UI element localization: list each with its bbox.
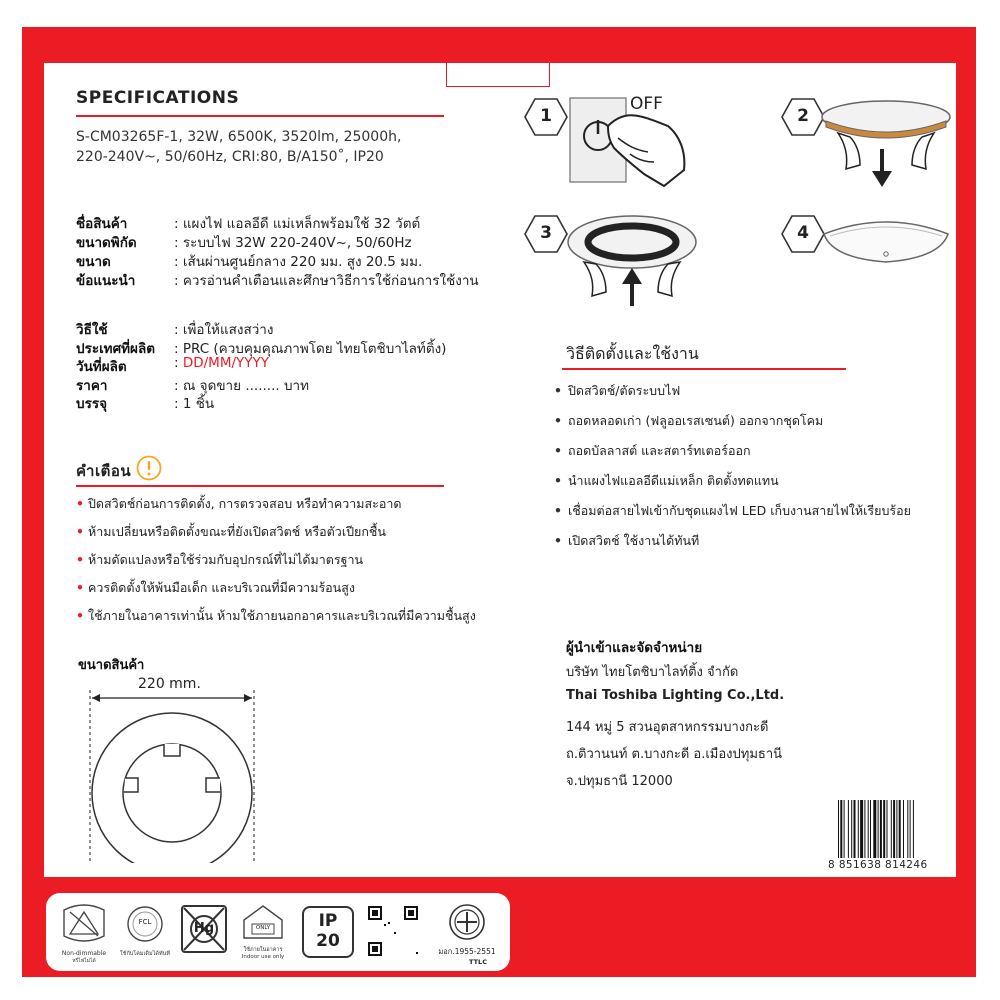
barcode [836, 800, 944, 858]
info-label: ขนาด [76, 254, 111, 270]
qr-finder-center [408, 910, 414, 916]
info-value: : ควรอ่านคำเตือนและศึกษาวิธีการใช้ก่อนการใช้งาน [174, 273, 479, 289]
info-row [76, 318, 526, 337]
barcode-bar [840, 800, 842, 858]
warning-text: ห้ามดัดแปลงหรือใช้ร่วมกับอุปกรณ์ที่ไม่ได้มาตรฐาน [88, 552, 364, 567]
non-dimmable-label-th: หรี่ไฟไม่ได้ [72, 958, 96, 964]
address-line-1: 144 หมู่ 5 สวนอุตสาหกรรมบางกะดี [566, 720, 769, 735]
info-value: : ระบบไฟ 32W 220-240V~, 50/60Hz [174, 235, 412, 251]
non-dimmable-badge [56, 902, 112, 966]
info-label: บรรจุ [76, 396, 107, 412]
spec-line-2: 220-240V~, 50/60Hz, CRI:80, B/A150˚, IP20 [76, 149, 384, 165]
qr-finder-center [372, 910, 378, 916]
bullet-icon: • [554, 503, 562, 518]
barcode-bar [913, 800, 914, 858]
list-item [76, 606, 526, 634]
barcode-bar [860, 800, 863, 858]
warning-text: ปิดสวิตช์ก่อนการติดตั้ง, การตรวจสอบ หรือทำความสะอาด [88, 496, 402, 511]
info-row [76, 337, 526, 356]
info-row [76, 374, 526, 393]
barcode-bar [896, 800, 897, 858]
fcl-label: FCL [138, 918, 152, 926]
step-number: 1 [540, 106, 552, 126]
bullet-icon: • [554, 383, 562, 398]
barcode-bar [838, 800, 839, 858]
barcode-bar [870, 800, 871, 858]
finished-lamp-illustration [820, 214, 952, 270]
fcl-label-th: ใช้กับโคมเดิมได้ทันที [120, 951, 170, 957]
info-label: ข้อแนะนำ [76, 273, 136, 289]
bullet-icon: • [554, 443, 562, 458]
step-3-badge [524, 214, 568, 254]
bullet-icon: • [76, 496, 84, 511]
info-value: : 1 ชิ้น [174, 396, 215, 412]
warning-underline [76, 485, 444, 487]
company-name-en: Thai Toshiba Lighting Co.,Ltd. [566, 688, 785, 703]
installation-step-text: ถอดหลอดเก่า (ฟลูออเรสเซนต์) ออกจากชุดโคม [568, 413, 824, 428]
info-label: ราคา [76, 377, 108, 394]
info-value: : PRC (ควบคุมคุณภาพโดย ไทยโตชิบาไลท์ติ้ง) [174, 340, 447, 357]
ttlc-label: TTLC [469, 958, 487, 966]
barcode-bar [864, 800, 865, 858]
warning-text: ควรติดตั้งให้พ้นมือเด็ก และบริเวณที่มีความร้อนสูง [88, 580, 355, 595]
info-value: : แผงไฟ แอลอีดี แม่เหล็กพร้อมใช้ 32 วัตต์ [174, 216, 421, 232]
specifications-title: SPECIFICATIONS [76, 88, 240, 108]
info-row [76, 269, 526, 288]
hg-label: Hg [193, 921, 215, 936]
bullet-icon: • [76, 580, 84, 595]
specifications-underline [76, 115, 444, 117]
ip-rating: 20 [316, 931, 340, 951]
barcode-bar [880, 800, 882, 858]
installation-list [554, 381, 954, 561]
info-row [76, 355, 526, 374]
address-line-2: ถ.ติวานนท์ ต.บางกะดี อ.เมืองปทุมธานี [566, 747, 783, 762]
info-label: วันที่ผลิต [76, 359, 127, 375]
barcode-bar [854, 800, 856, 858]
spec-line-1: S-CM03265F-1, 32W, 6500K, 3520lm, 25000h, [76, 129, 402, 145]
info-label: วิธีใช้ [76, 322, 108, 338]
info-value: : เพื่อให้แสงสว่าง [174, 322, 274, 338]
step-2-badge [781, 97, 825, 137]
warning-text: ห้ามเปลี่ยนหรือติดตั้งขณะที่ยังเปิดสวิตช์ หรือตัวเปียกชื้น [88, 524, 386, 539]
barcode-bar [910, 800, 911, 858]
qr-module [394, 932, 396, 934]
indoor-label-th: ใช้ภายในอาคาร [243, 947, 283, 953]
barcode-bar [907, 800, 908, 858]
step-number: 2 [797, 106, 809, 126]
barcode-bar [883, 800, 885, 858]
list-item [76, 578, 526, 606]
installation-underline [562, 368, 846, 370]
list-item [554, 501, 954, 531]
installation-step-text: เปิดสวิตช์ ใช้งานได้ทันที [568, 533, 700, 548]
off-label: OFF [630, 94, 663, 114]
list-item [554, 471, 954, 501]
indoor-label-en: Indoor use only [241, 954, 285, 960]
date-prefix: : [174, 355, 183, 371]
step-number: 4 [797, 223, 809, 243]
barcode-bar [893, 800, 895, 858]
info-row [76, 212, 526, 231]
tis-number: มอก.1955-2551 [438, 947, 496, 956]
installation-title: วิธีติดตั้งและใช้งาน [566, 344, 699, 363]
installation-step-text: นำแผงไฟแอลอีดีแม่เหล็ก ติดตั้งทดแทน [568, 473, 779, 488]
right-red-band [956, 27, 976, 977]
warning-list [76, 494, 526, 634]
list-item [76, 550, 526, 578]
step-1-badge [524, 97, 568, 137]
barcode-bar [848, 800, 849, 858]
exclamation-icon [136, 455, 162, 481]
left-red-band [22, 27, 44, 977]
warning-text: ใช้ภายในอาคารเท่านั้น ห้ามใช้ภายนอกอาคารและบริเวณที่มีความชื้นสูง [88, 608, 476, 623]
installation-step-text: ปิดสวิตช์/ตัดระบบไฟ [568, 383, 681, 398]
qr-finder-center [372, 946, 378, 952]
product-outline-drawing [78, 688, 268, 863]
remove-cover-illustration [820, 97, 952, 191]
qr-module [384, 924, 386, 926]
list-item [554, 411, 954, 441]
fcl-badge [116, 902, 174, 966]
installation-step-text: เชื่อมต่อสายไฟเข้ากับชุดแผงไฟ LED เก็บงานสายไฟให้เรียบร้อย [568, 503, 911, 518]
list-item [76, 494, 526, 522]
ip-label: IP [318, 911, 338, 931]
product-info-list [76, 212, 526, 288]
indoor-only-badge [234, 902, 292, 966]
top-tab-outline [446, 27, 550, 87]
bullet-icon: • [554, 533, 562, 548]
barcode-number: 8 851638 814246 [828, 859, 928, 871]
step-4-badge [781, 214, 825, 254]
install-panel-illustration [566, 212, 698, 308]
barcode-bar [858, 800, 859, 858]
info-row [76, 231, 526, 250]
info-label: ชื่อสินค้า [76, 216, 128, 232]
bullet-icon: • [554, 413, 562, 428]
address-line-3: จ.ปทุมธานี 12000 [566, 774, 673, 789]
info-label: ขนาดพิกัด [76, 235, 137, 251]
list-item [76, 522, 526, 550]
info-label: ประเทศที่ผลิต [76, 340, 156, 357]
tis-certification-badge [432, 902, 502, 968]
list-item [554, 531, 954, 561]
barcode-bar [873, 800, 876, 858]
ip20-badge [302, 906, 354, 958]
list-item [554, 441, 954, 471]
barcode-bar [844, 800, 845, 858]
barcode-bar [878, 800, 879, 858]
barcode-bar [891, 800, 892, 858]
bullet-icon: • [76, 524, 84, 539]
bullet-icon: • [76, 552, 84, 567]
qr-code [368, 906, 418, 956]
bullet-icon: • [76, 608, 84, 623]
info-row [76, 392, 526, 411]
company-name-th: บริษัท ไทยโตชิบาไลท์ติ้ง จำกัด [566, 665, 739, 680]
barcode-bar [868, 800, 869, 858]
bullet-icon: • [554, 473, 562, 488]
dimension-title: ขนาดสินค้า [78, 658, 145, 673]
info-row [76, 250, 526, 269]
distributor-title: ผู้นำเข้าและจัดจำหน่าย [566, 640, 703, 656]
no-mercury-badge [180, 902, 228, 958]
info-value: : ณ จุดขาย ........ บาท [174, 377, 310, 394]
barcode-bar [887, 800, 888, 858]
warning-title: คำเตือน [76, 462, 132, 480]
non-dimmable-label: Non-dimmable [61, 950, 107, 957]
indoor-only-label: ONLY [255, 925, 271, 931]
qr-module [416, 952, 418, 954]
info-value: : เส้นผ่านศูนย์กลาง 220 มม. สูง 20.5 มม. [174, 254, 423, 270]
barcode-bar [851, 800, 852, 858]
barcode-bar [899, 800, 901, 858]
barcode-bar [903, 800, 904, 858]
manufacture-date: DD/MM/YYYY [182, 355, 270, 371]
installation-step-text: ถอดบัลลาสต์ และสตาร์ทเตอร์ออก [568, 443, 751, 458]
list-item [554, 381, 954, 411]
info-value [174, 355, 269, 371]
usage-info-list [76, 318, 526, 411]
step-number: 3 [540, 223, 552, 243]
qr-module [388, 922, 390, 924]
dimension-size-label: 220 mm. [138, 676, 201, 692]
